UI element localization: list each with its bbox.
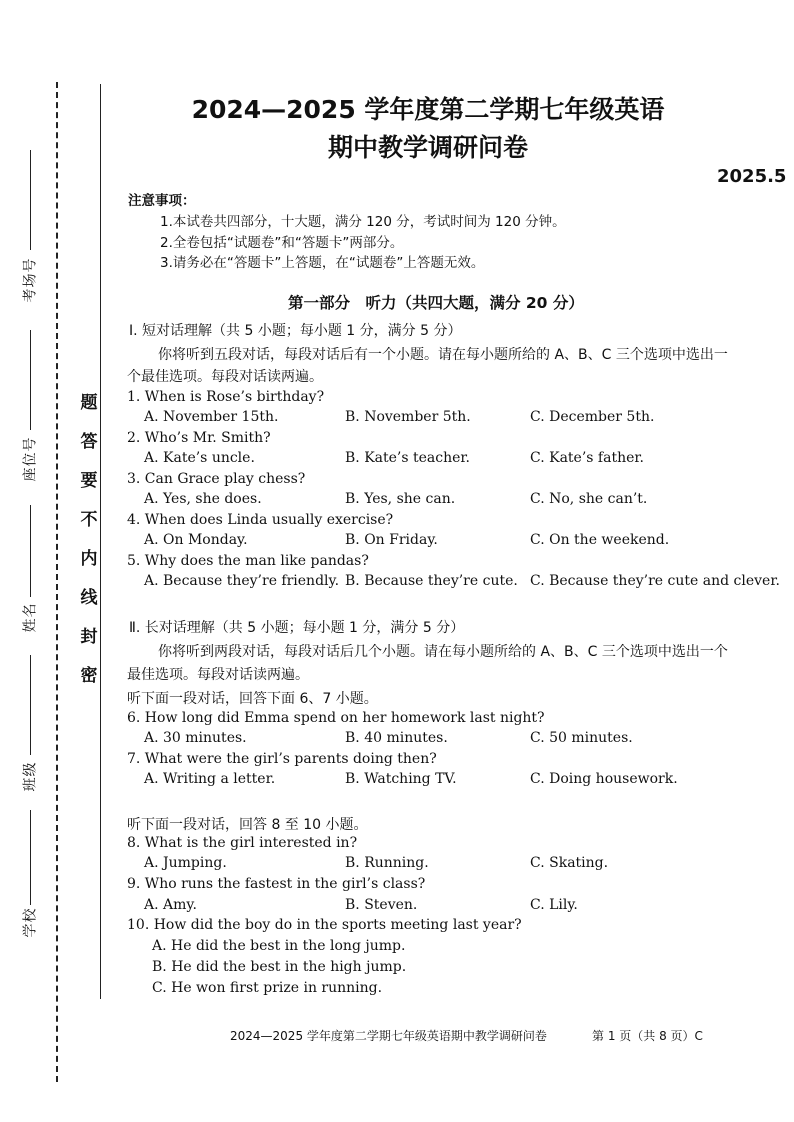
option-a: A. Yes, she does. <box>144 491 262 507</box>
question-6: 6. How long did Emma spend on her homework last night? <box>127 710 545 726</box>
exam-date: 2025.5 <box>717 166 787 187</box>
dialog2-intro: 听下面一段对话，回答 8 至 10 小题。 <box>127 817 368 833</box>
question-3: 3. Can Grace play chess? <box>127 471 306 487</box>
seal-char: 不 <box>80 510 98 530</box>
question-8: 8. What is the girl interested in? <box>127 835 358 851</box>
option-a: A. Because they’re friendly. <box>144 573 340 589</box>
dialog1-intro: 听下面一段对话，回答下面 6、7 小题。 <box>127 691 378 707</box>
option-a: A. Amy. <box>144 897 197 913</box>
option-b: B. Steven. <box>345 897 418 913</box>
option-c: C. Lily. <box>530 897 578 913</box>
section1-intro: 个最佳选项。每段对话读两遍。 <box>127 369 323 385</box>
option-c: C. Because they’re cute and clever. <box>530 573 780 589</box>
class-blank <box>30 655 31 755</box>
option-b: B. November 5th. <box>345 409 471 425</box>
seal-char: 要 <box>80 471 98 491</box>
option-c: C. Doing housework. <box>530 771 678 787</box>
notice-item: 1.本试卷共四部分，十大题，满分 120 分，考试时间为 120 分钟。 <box>160 214 566 230</box>
name-label: 名 姓 <box>22 603 39 633</box>
exam-room-blank <box>30 150 31 250</box>
option-a: A. November 15th. <box>144 409 279 425</box>
seal-char: 题 <box>80 393 98 413</box>
option-c: C. Kate’s father. <box>530 450 644 466</box>
page-number: 第 1 页（共 8 页）C <box>592 1029 703 1043</box>
option-a: A. Writing a letter. <box>144 771 276 787</box>
option-b: B. Yes, she can. <box>345 491 456 507</box>
question-2: 2. Who’s Mr. Smith? <box>127 430 271 446</box>
seal-char: 答 <box>80 432 98 452</box>
notice-heading: 注意事项： <box>128 193 196 209</box>
exam-room-label: 号 场 考 <box>22 258 39 303</box>
section2-heading: Ⅱ. 长对话理解（共 5 小题；每小题 1 分，满分 5 分） <box>129 620 465 636</box>
seal-char: 封 <box>80 627 98 647</box>
notice-item: 2.全卷包括“试题卷”和“答题卡”两部分。 <box>160 235 404 251</box>
name-blank <box>30 505 31 597</box>
option-b: B. Kate’s teacher. <box>345 450 470 466</box>
seal-char: 线 <box>80 588 98 608</box>
exam-title-line2: 期中教学调研问卷 <box>327 133 528 162</box>
section2-intro: 你将听到两段对话，每段对话后几个小题。请在每小题所给的 A、B、C 三个选项中选出一个 <box>158 644 728 660</box>
question-7: 7. What were the girl’s parents doing then? <box>127 751 437 767</box>
school-label: 校 学 <box>22 908 39 938</box>
part1-heading: 第一部分 听力（共四大题，满分 20 分） <box>288 294 584 312</box>
binding-line <box>100 84 101 999</box>
option-b: B. Because they’re cute. <box>345 573 518 589</box>
section1-heading: Ⅰ. 短对话理解（共 5 小题；每小题 1 分，满分 5 分） <box>129 323 462 339</box>
question-10: 10. How did the boy do in the sports meeting last year? <box>127 917 522 933</box>
option-c: C. On the weekend. <box>530 532 670 548</box>
option-a: A. Kate’s uncle. <box>144 450 255 466</box>
question-4: 4. When does Linda usually exercise? <box>127 512 394 528</box>
question-9: 9. Who runs the fastest in the girl’s class? <box>127 876 426 892</box>
seat-number-label: 号 位 座 <box>22 437 39 482</box>
option-c: C. Skating. <box>530 855 609 871</box>
class-label: 级 班 <box>22 762 39 792</box>
school-blank <box>30 810 31 905</box>
section2-intro: 最佳选项。每段对话读两遍。 <box>127 667 309 683</box>
option-c: C. December 5th. <box>530 409 655 425</box>
section1-intro: 你将听到五段对话，每段对话后有一个小题。请在每小题所给的 A、B、C 三个选项中选出一 <box>158 347 728 363</box>
seal-char: 密 <box>80 666 98 686</box>
notice-item: 3.请务必在“答题卡”上答题，在“试题卷”上答题无效。 <box>160 255 485 271</box>
option-a: A. 30 minutes. <box>144 730 247 746</box>
option-a: A. On Monday. <box>144 532 248 548</box>
option-a: A. He did the best in the long jump. <box>152 938 406 954</box>
option-c: C. He won first prize in running. <box>152 980 383 996</box>
question-1: 1. When is Rose’s birthday? <box>127 389 325 405</box>
seat-number-blank <box>30 330 31 430</box>
option-c: C. No, she can’t. <box>530 491 648 507</box>
option-b: B. Watching TV. <box>345 771 457 787</box>
footer-title: 2024—2025 学年度第二学期七年级英语期中教学调研问卷 <box>230 1029 547 1043</box>
option-b: B. On Friday. <box>345 532 438 548</box>
option-b: B. Running. <box>345 855 429 871</box>
seal-char: 内 <box>80 549 98 569</box>
option-c: C. 50 minutes. <box>530 730 633 746</box>
exam-title-line1: 2024—2025 学年度第二学期七年级英语 <box>191 95 665 124</box>
question-5: 5. Why does the man like pandas? <box>127 553 369 569</box>
option-b: B. He did the best in the high jump. <box>152 959 407 975</box>
dashed-cut-line <box>56 82 58 1082</box>
option-a: A. Jumping. <box>144 855 227 871</box>
option-b: B. 40 minutes. <box>345 730 448 746</box>
